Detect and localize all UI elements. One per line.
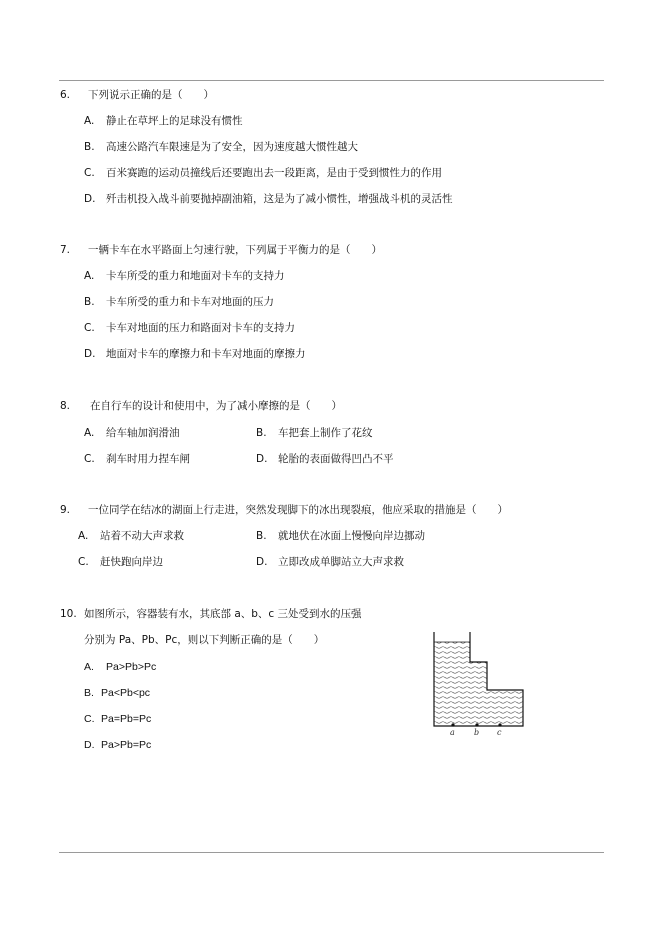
question-text: 分别为 Pa、Pb、Pc，则以下判断正确的是（ ） <box>84 634 325 646</box>
question-9-option-b[interactable] <box>256 529 425 543</box>
option-letter: B. <box>84 687 94 699</box>
question-10-option-b[interactable] <box>84 686 150 700</box>
option-letter: D. <box>256 556 268 568</box>
question-8-option-d[interactable] <box>256 452 394 466</box>
option-letter: D. <box>84 193 96 205</box>
option-text: 给车轴加润滑油 <box>106 427 180 439</box>
question-10-option-c[interactable] <box>84 712 151 726</box>
option-text: 立即改成单脚站立大声求救 <box>278 556 404 568</box>
option-letter: A. <box>78 530 89 542</box>
option-text: 百米赛跑的运动员撞线后还要跑出去一段距离，是由于受到惯性力的作用 <box>106 167 442 179</box>
container-diagram-svg <box>425 630 535 740</box>
question-8-option-a[interactable] <box>84 426 180 440</box>
option-text: 卡车对地面的压力和路面对卡车的支持力 <box>106 322 295 334</box>
option-text: 站着不动大声求救 <box>100 530 184 542</box>
question-10-stem <box>60 607 362 621</box>
question-10-option-d[interactable] <box>84 738 151 752</box>
option-text: 歼击机投入战斗前要抛掉副油箱，这是为了减小惯性，增强战斗机的灵活性 <box>106 193 453 205</box>
option-text: 就地伏在冰面上慢慢向岸边挪动 <box>278 530 425 542</box>
question-8-option-b[interactable] <box>256 426 373 440</box>
option-letter: C. <box>78 556 89 568</box>
option-text: Pa>Pb>Pc <box>106 661 157 673</box>
option-text: 赶快跑向岸边 <box>100 556 163 568</box>
option-letter: C. <box>84 713 95 725</box>
option-text: 卡车所受的重力和卡车对地面的压力 <box>106 296 274 308</box>
option-letter: D. <box>84 739 95 751</box>
question-number: 9. <box>60 504 71 516</box>
question-7-option-d[interactable] <box>84 347 306 361</box>
question-7-option-a[interactable] <box>84 269 285 283</box>
option-letter: A. <box>84 270 95 282</box>
label-b: b <box>474 728 480 737</box>
option-text: 刹车时用力捏车闸 <box>106 453 190 465</box>
option-text: Pa>Pb=Pc <box>101 739 152 751</box>
option-text: 轮胎的表面做得凹凸不平 <box>278 453 394 465</box>
question-9-option-d[interactable] <box>256 555 404 569</box>
question-9-stem <box>60 503 508 517</box>
point-a <box>451 723 454 726</box>
label-a: a <box>450 728 455 737</box>
option-text: 卡车所受的重力和地面对卡车的支持力 <box>106 270 285 282</box>
option-letter: B. <box>84 141 95 153</box>
option-letter: C. <box>84 322 95 334</box>
option-text: 高速公路汽车限速是为了安全，因为速度越大惯性越大 <box>106 141 358 153</box>
option-letter: C. <box>84 453 95 465</box>
point-b <box>475 723 478 726</box>
bottom-rule <box>59 852 604 853</box>
option-letter: B. <box>84 296 95 308</box>
question-text: 下列说示正确的是（ ） <box>88 89 214 101</box>
question-number: 10. <box>60 608 77 620</box>
option-text: 地面对卡车的摩擦力和卡车对地面的摩擦力 <box>106 348 306 360</box>
question-9-option-c[interactable] <box>78 555 163 569</box>
question-10-stem-line2 <box>84 633 324 647</box>
question-number: 8. <box>60 400 71 412</box>
question-text: 一位同学在结冰的湖面上行走进，突然发现脚下的冰出现裂痕，他应采取的措施是（ ） <box>88 504 508 516</box>
option-letter: A. <box>84 661 94 673</box>
question-6-stem <box>60 88 214 102</box>
top-rule <box>59 80 604 81</box>
option-letter: A. <box>84 427 95 439</box>
question-6-option-b[interactable] <box>84 140 358 154</box>
question-number: 6. <box>60 89 71 101</box>
question-6-option-c[interactable] <box>84 166 442 180</box>
question-10-option-a[interactable] <box>84 660 156 674</box>
question-9-option-a[interactable] <box>78 529 184 543</box>
option-letter: A. <box>84 115 95 127</box>
question-7-option-b[interactable] <box>84 295 274 309</box>
option-letter: D. <box>256 453 268 465</box>
option-text: Pa=Pb=Pc <box>101 713 152 725</box>
question-7-option-c[interactable] <box>84 321 295 335</box>
question-7-stem <box>60 243 382 257</box>
label-c: c <box>497 728 502 737</box>
option-letter: C. <box>84 167 95 179</box>
question-text: 一辆卡车在水平路面上匀速行驶，下列属于平衡力的是（ ） <box>88 244 382 256</box>
option-text: 静止在草坪上的足球没有惯性 <box>106 115 243 127</box>
container-diagram <box>425 630 535 740</box>
question-8-stem <box>60 399 342 413</box>
question-6-option-d[interactable] <box>84 192 453 206</box>
point-c <box>498 723 501 726</box>
question-number: 7. <box>60 244 71 256</box>
option-text: 车把套上制作了花纹 <box>278 427 373 439</box>
question-text: 如图所示，容器装有水，其底部 a、b、c 三处受到水的压强 <box>84 608 362 620</box>
option-letter: D. <box>84 348 96 360</box>
question-6-option-a[interactable] <box>84 114 243 128</box>
water-fill <box>434 642 523 726</box>
question-8-option-c[interactable] <box>84 452 190 466</box>
option-letter: B. <box>256 530 267 542</box>
question-text: 在自行车的设计和使用中，为了减小摩擦的是（ ） <box>90 400 342 412</box>
option-text: Pa<Pb<pc <box>101 687 151 699</box>
option-letter: B. <box>256 427 267 439</box>
